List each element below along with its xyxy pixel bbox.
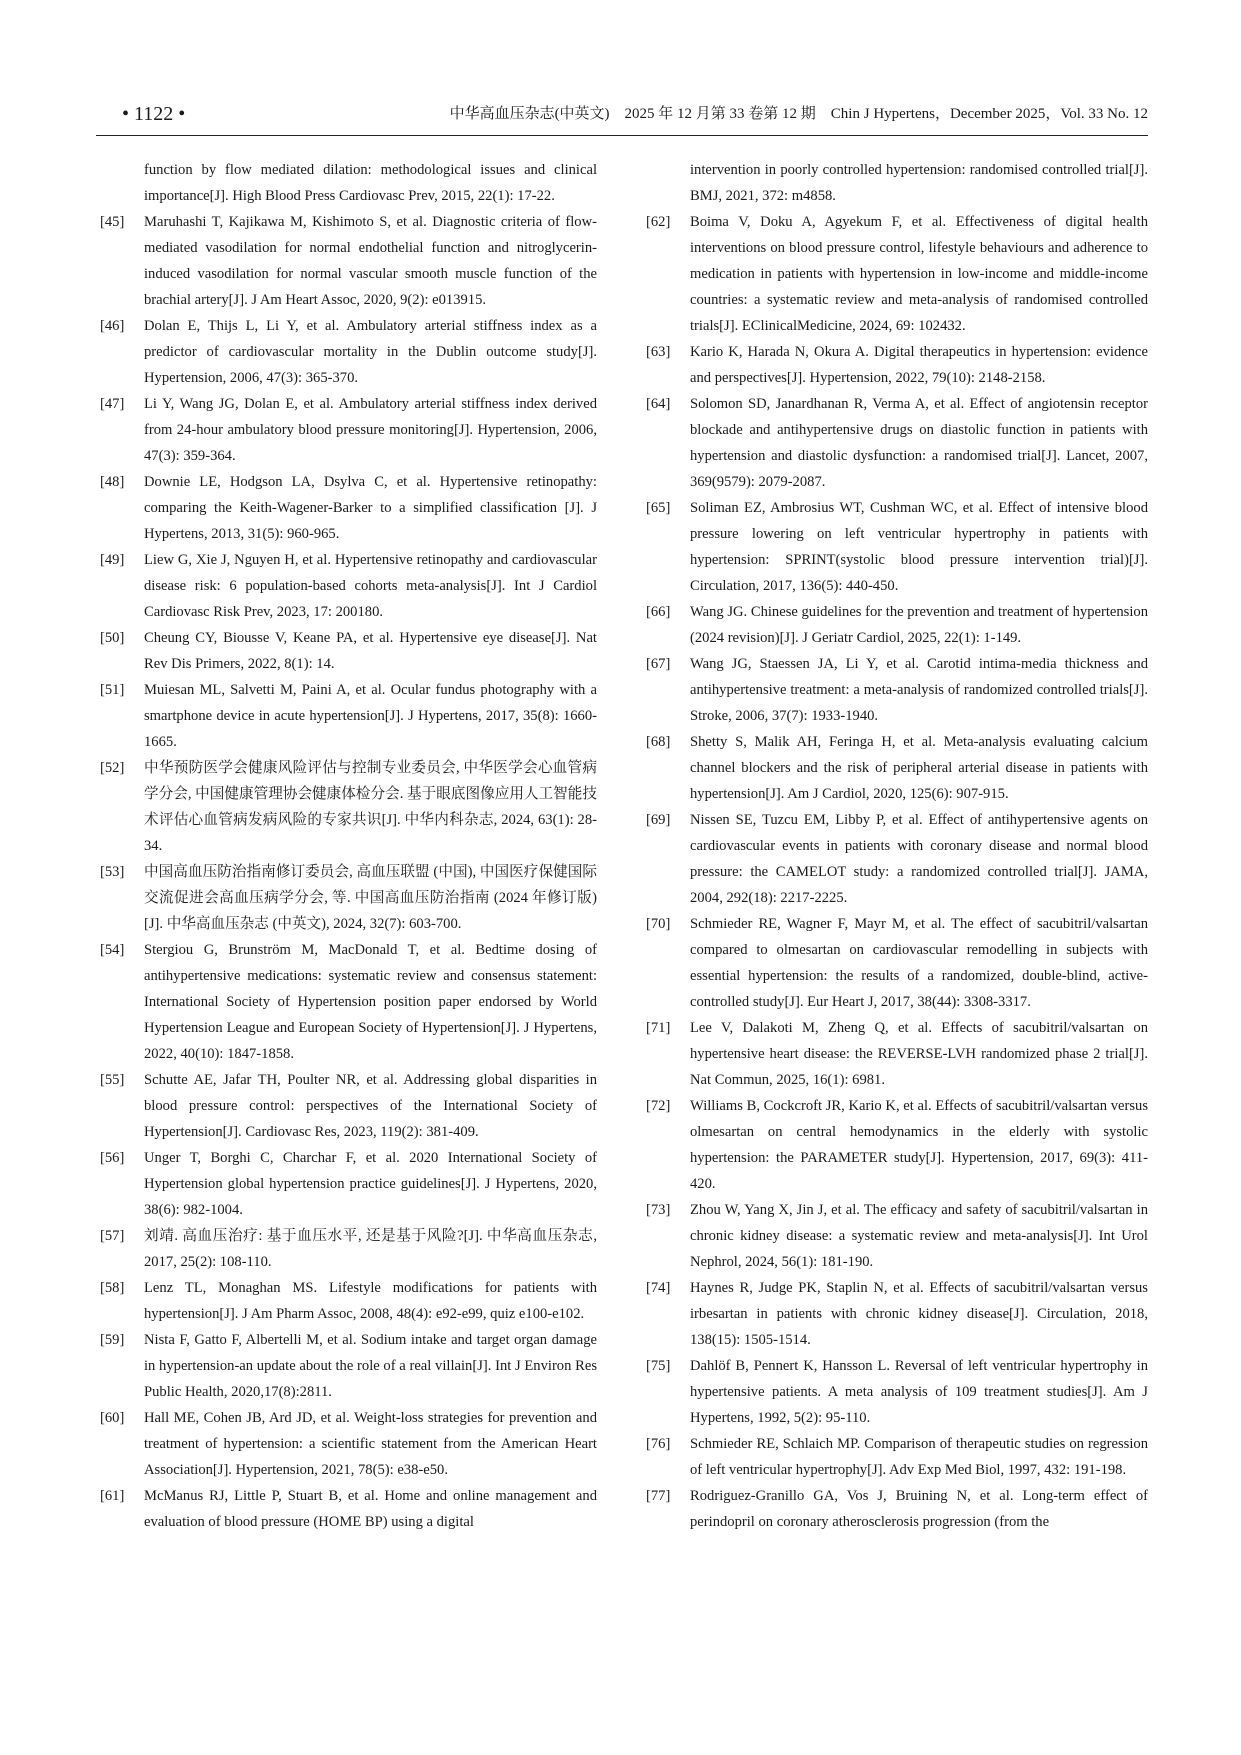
reference-number: [48]: [100, 474, 125, 490]
reference-entry: [646, 911, 1148, 1015]
reference-entry: [100, 937, 597, 1067]
reference-number: [69]: [646, 812, 671, 828]
reference-entry: [100, 677, 597, 755]
reference-number: [45]: [100, 214, 125, 230]
reference-number: [53]: [100, 864, 125, 880]
reference-entry: [646, 1015, 1148, 1093]
reference-number: [65]: [646, 500, 671, 516]
reference-entry: [100, 157, 597, 209]
reference-number: [51]: [100, 682, 125, 698]
reference-text: Stergiou G, Brunström M, MacDonald T, et al. Bedtime dosing of antihypertensive medications: systematic review and consensus statement: International Society of Hypertension position paper endorsed by World Hypertension League and European Society of Hypertension[J]. J Hypertens, 2022, 40(10): 1847-1858.: [144, 942, 597, 1062]
reference-text: Muiesan ML, Salvetti M, Paini A, et al. Ocular fundus photography with a smartphone device in acute hypertension[J]. J Hypertens, 2017, 35(8): 1660-1665.: [144, 682, 597, 750]
reference-text: Liew G, Xie J, Nguyen H, et al. Hypertensive retinopathy and cardiovascular disease risk: 6 population-based cohorts meta-analysis[J]. Int J Cardiol Cardiovasc Risk Prev, 2023, 17: 200180.: [144, 552, 597, 620]
reference-number: [54]: [100, 942, 125, 958]
reference-entry: [646, 1353, 1148, 1431]
reference-text: Unger T, Borghi C, Charchar F, et al. 2020 International Society of Hypertension global hypertension practice guidelines[J]. J Hypertens, 2020, 38(6): 982-1004.: [144, 1150, 597, 1218]
reference-number: [58]: [100, 1280, 125, 1296]
reference-entry: [646, 495, 1148, 599]
reference-text: Zhou W, Yang X, Jin J, et al. The efficacy and safety of sacubitril/valsartan in chronic kidney disease: a systematic review and meta-analysis[J]. Int Urol Nephrol, 2024, 56(1): 181-190.: [690, 1202, 1148, 1270]
reference-number: [55]: [100, 1072, 125, 1088]
reference-entry: [646, 651, 1148, 729]
reference-number: [72]: [646, 1098, 671, 1114]
reference-text: McManus RJ, Little P, Stuart B, et al. Home and online management and evaluation of blood pressure (HOME BP) using a digital: [144, 1488, 597, 1530]
reference-text: Cheung CY, Biousse V, Keane PA, et al. Hypertensive eye disease[J]. Nat Rev Dis Primers, 2022, 8(1): 14.: [144, 630, 597, 672]
reference-number: [74]: [646, 1280, 671, 1296]
reference-entry: [100, 625, 597, 677]
reference-entry: [646, 339, 1148, 391]
reference-number: [52]: [100, 760, 125, 776]
reference-entry: [100, 1145, 597, 1223]
reference-entry: [646, 599, 1148, 651]
reference-text: intervention in poorly controlled hypertension: randomised controlled trial[J]. BMJ, 2021, 372: m4858.: [690, 162, 1148, 204]
reference-entry: [646, 391, 1148, 495]
reference-entry: [646, 209, 1148, 339]
header-rule: [96, 135, 1148, 136]
reference-number: [60]: [100, 1410, 125, 1426]
reference-number: [47]: [100, 396, 125, 412]
reference-entry: [100, 209, 597, 313]
reference-entry: [100, 313, 597, 391]
reference-text: 刘靖. 高血压治疗: 基于血压水平, 还是基于风险?[J]. 中华高血压杂志, 2017, 25(2): 108-110.: [144, 1228, 597, 1270]
reference-number: [63]: [646, 344, 671, 360]
reference-text: Lenz TL, Monaghan MS. Lifestyle modifications for patients with hypertension[J]. J Am Pharm Assoc, 2008, 48(4): e92-e99, quiz e100-e102.: [144, 1280, 597, 1322]
reference-text: function by flow mediated dilation: methodological issues and clinical importance[J]. High Blood Press Cardiovasc Prev, 2015, 22(1): 17-22.: [144, 162, 597, 204]
reference-text: Williams B, Cockcroft JR, Kario K, et al. Effects of sacubitril/valsartan versus olmesartan on central hemodynamics in the elderly with systolic hypertension: the PARAMETER study[J]. Hypertension, 2017, 69(3): 411-420.: [690, 1098, 1148, 1192]
reference-text: Wang JG, Staessen JA, Li Y, et al. Carotid intima-media thickness and antihypertensive treatment: a meta-analysis of randomized controlled trials[J]. Stroke, 2006, 37(7): 1933-1940.: [690, 656, 1148, 724]
reference-text: Nista F, Gatto F, Albertelli M, et al. Sodium intake and target organ damage in hypertension-an update about the role of a real villain[J]. Int J Environ Res Public Health, 2020,17(8):2811.: [144, 1332, 597, 1400]
reference-text: Nissen SE, Tuzcu EM, Libby P, et al. Effect of antihypertensive agents on cardiovascular events in patients with coronary disease and normal blood pressure: the CAMELOT study: a randomized controlled trial[J]. JAMA, 2004, 292(18): 2217-2225.: [690, 812, 1148, 906]
reference-entry: [100, 547, 597, 625]
reference-text: Dolan E, Thijs L, Li Y, et al. Ambulatory arterial stiffness index as a predictor of cardiovascular mortality in the Dublin outcome study[J]. Hypertension, 2006, 47(3): 365-370.: [144, 318, 597, 386]
reference-entry: [100, 1223, 597, 1275]
reference-entry: [100, 1275, 597, 1327]
reference-text: Boima V, Doku A, Agyekum F, et al. Effectiveness of digital health interventions on blood pressure control, lifestyle behaviours and adherence to medication in patients with hypertension in low-income and middle-income countries: a systematic review and meta-analysis of randomised controlled trials[J]. EClinicalMedicine, 2024, 69: 102432.: [690, 214, 1148, 334]
reference-text: Rodriguez-Granillo GA, Vos J, Bruining N, et al. Long-term effect of perindopril on coronary atherosclerosis progression (from the: [690, 1488, 1148, 1530]
reference-number: [61]: [100, 1488, 125, 1504]
reference-number: [75]: [646, 1358, 671, 1374]
reference-number: [68]: [646, 734, 671, 750]
reference-number: [49]: [100, 552, 125, 568]
page-number: • 1122 •: [122, 103, 186, 125]
reference-text: 中华预防医学会健康风险评估与控制专业委员会, 中华医学会心血管病学分会, 中国健康管理协会健康体检分会. 基于眼底图像应用人工智能技术评估心血管病发病风险的专家共识[J]. 中华内科杂志, 2024, 63(1): 28-34.: [144, 760, 597, 854]
reference-entry: [646, 729, 1148, 807]
reference-number: [56]: [100, 1150, 125, 1166]
right-reference-column: [646, 157, 1148, 1535]
reference-entry: [646, 807, 1148, 911]
reference-number: [59]: [100, 1332, 125, 1348]
reference-entry: [646, 157, 1148, 209]
reference-text: 中国高血压防治指南修订委员会, 高血压联盟 (中国), 中国医疗保健国际交流促进会高血压病学分会, 等. 中国高血压防治指南 (2024 年修订版)[J]. 中华高血压杂志 (中英文), 2024, 32(7): 603-700.: [144, 864, 597, 932]
reference-number: [73]: [646, 1202, 671, 1218]
reference-number: [57]: [100, 1228, 125, 1244]
reference-entry: [100, 859, 597, 937]
reference-text: Downie LE, Hodgson LA, Dsylva C, et al. Hypertensive retinopathy: comparing the Keith-Wagener-Barker to a simplified classification [J]. J Hypertens, 2013, 31(5): 960-965.: [144, 474, 597, 542]
journal-citation-line: 中华高血压杂志(中英文) 2025 年 12 月第 33 卷第 12 期 Chin J Hypertens，December 2025，Vol. 33 No. 12: [449, 106, 1148, 122]
reference-number: [64]: [646, 396, 671, 412]
reference-text: Schmieder RE, Wagner F, Mayr M, et al. The effect of sacubitril/valsartan compared to olmesartan on cardiovascular remodelling in subjects with essential hypertension: the results of a randomized, double-blind, active-controlled study[J]. Eur Heart J, 2017, 38(44): 3308-3317.: [690, 916, 1148, 1010]
reference-number: [46]: [100, 318, 125, 334]
reference-number: [62]: [646, 214, 671, 230]
reference-number: [71]: [646, 1020, 671, 1036]
reference-entry: [100, 1327, 597, 1405]
reference-entry: [100, 1067, 597, 1145]
reference-text: Hall ME, Cohen JB, Ard JD, et al. Weight-loss strategies for prevention and treatment of hypertension: a scientific statement from the American Heart Association[J]. Hypertension, 2021, 78(5): e38-e50.: [144, 1410, 597, 1478]
reference-number: [66]: [646, 604, 671, 620]
left-reference-column: [100, 157, 597, 1535]
reference-number: [67]: [646, 656, 671, 672]
reference-entry: [646, 1197, 1148, 1275]
reference-text: Li Y, Wang JG, Dolan E, et al. Ambulatory arterial stiffness index derived from 24-hour ambulatory blood pressure monitoring[J]. Hypertension, 2006, 47(3): 359-364.: [144, 396, 597, 464]
reference-entry: [100, 1405, 597, 1483]
reference-entry: [646, 1275, 1148, 1353]
reference-number: [76]: [646, 1436, 671, 1452]
reference-text: Kario K, Harada N, Okura A. Digital therapeutics in hypertension: evidence and perspectives[J]. Hypertension, 2022, 79(10): 2148-2158.: [690, 344, 1148, 386]
reference-entry: [646, 1431, 1148, 1483]
reference-text: Wang JG. Chinese guidelines for the prevention and treatment of hypertension (2024 revision)[J]. J Geriatr Cardiol, 2025, 22(1): 1-149.: [690, 604, 1148, 646]
reference-text: Maruhashi T, Kajikawa M, Kishimoto S, et al. Diagnostic criteria of flow-mediated vasodilation for normal endothelial function and nitroglycerin-induced vasodilation for normal vascular smooth muscle function of the brachial artery[J]. J Am Heart Assoc, 2020, 9(2): e013915.: [144, 214, 597, 308]
reference-text: Soliman EZ, Ambrosius WT, Cushman WC, et al. Effect of intensive blood pressure lowering on left ventricular hypertrophy in patients with hypertension: SPRINT(systolic blood pressure intervention trial)[J]. Circulation, 2017, 136(5): 440-450.: [690, 500, 1148, 594]
reference-text: Shetty S, Malik AH, Feringa H, et al. Meta-analysis evaluating calcium channel blockers and the risk of peripheral arterial disease in patients with hypertension[J]. Am J Cardiol, 2020, 125(6): 907-915.: [690, 734, 1148, 802]
reference-entry: [100, 1483, 597, 1535]
reference-entry: [646, 1483, 1148, 1535]
reference-text: Haynes R, Judge PK, Staplin N, et al. Effects of sacubitril/valsartan versus irbesartan in patients with chronic kidney disease[J]. Circulation, 2018, 138(15): 1505-1514.: [690, 1280, 1148, 1348]
reference-number: [50]: [100, 630, 125, 646]
reference-text: Schmieder RE, Schlaich MP. Comparison of therapeutic studies on regression of left ventricular hypertrophy[J]. Adv Exp Med Biol, 1997, 432: 191-198.: [690, 1436, 1148, 1478]
reference-entry: [100, 391, 597, 469]
reference-text: Dahlöf B, Pennert K, Hansson L. Reversal of left ventricular hypertrophy in hypertensive patients. A meta analysis of 109 treatment studies[J]. Am J Hypertens, 1992, 5(2): 95-110.: [690, 1358, 1148, 1426]
page-header: [100, 99, 1148, 129]
reference-number: [70]: [646, 916, 671, 932]
reference-text: Lee V, Dalakoti M, Zheng Q, et al. Effects of sacubitril/valsartan on hypertensive heart disease: the REVERSE-LVH randomized phase 2 trial[J]. Nat Commun, 2025, 16(1): 6981.: [690, 1020, 1148, 1088]
reference-entry: [100, 469, 597, 547]
reference-text: Solomon SD, Janardhanan R, Verma A, et al. Effect of angiotensin receptor blockade and antihypertensive drugs on diastolic function in patients with hypertension and diastolic dysfunction: a randomised trial[J]. Lancet, 2007, 369(9579): 2079-2087.: [690, 396, 1148, 490]
reference-entry: [646, 1093, 1148, 1197]
reference-number: [77]: [646, 1488, 671, 1504]
reference-text: Schutte AE, Jafar TH, Poulter NR, et al. Addressing global disparities in blood pressure control: perspectives of the International Society of Hypertension[J]. Cardiovasc Res, 2023, 119(2): 381-409.: [144, 1072, 597, 1140]
reference-entry: [100, 755, 597, 859]
